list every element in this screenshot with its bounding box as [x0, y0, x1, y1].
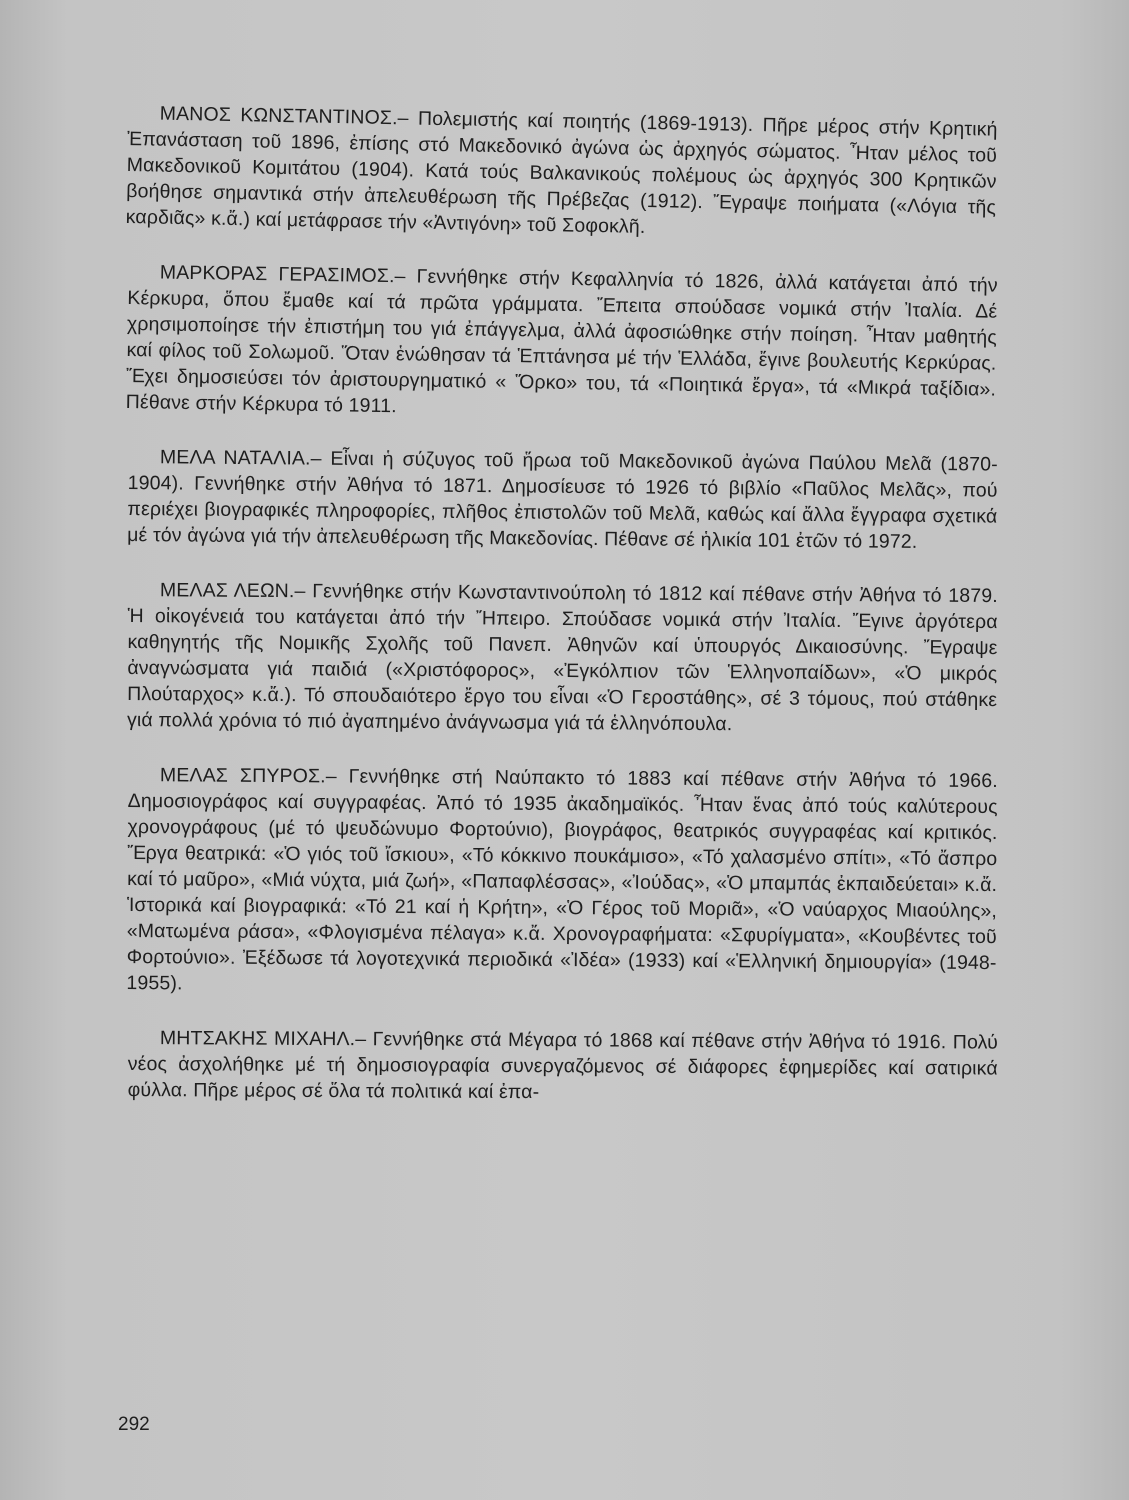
entry-body: – Γεννήθηκε στήν Κεφαλληνία τό 1826, ἀλλά κατάγεται ἀπό τήν Κέρκυρα, ὅπου ἔμαθε καί τά πρῶτα γράμματα. Ἔπειτα σπούδασε νομικά στήν Ἰταλία. Δέ χρησιμοποίησε τήν ἐπιστήμη του γιά ἐπάγγελμα, ἀλλά ἀφοσιώθηκε στήν ποίηση. Ἦταν μαθητής καί φίλος τοῦ Σολωμοῦ. Ὅταν ἑνώθησαν τά Ἑπτάνησα μέ τήν Ἑλλάδα, ἔγινε βουλευτής Κερκύρας. Ἔχει δημοσιεύσει τόν ἀριστουργηματικό « Ὅρκο» του, τά «Ποιητικά ἔργα», τά «Μικρά ταξίδια». Πέθανε στήν Κέρκυρα τό 1911.	[125, 265, 998, 418]
page-number: 292	[118, 1414, 150, 1435]
entry-body: – Γεννήθηκε στά Μέγαρα τό 1868 καί πέθανε στήν Ἀθήνα τό 1916. Πολύ νέος ἀσχολήθηκε μέ τή δημοσιογραφία συνεργαζόμενος σέ διάφορες ἐφημερίδες καί σατιρικά φύλλα. Πῆρε μέρος σέ ὅλα τά πολιτικά καί ἐπα-	[127, 1028, 998, 1104]
entry-mela-natalia	[127, 444, 998, 556]
entry-mitsakis-michail	[128, 1025, 998, 1108]
entry-heading: ΜΕΛΑΣ ΛΕΩΝ.	[159, 579, 295, 603]
entry-manos-konstantinos	[126, 100, 998, 247]
entry-heading: ΜΕΛΑ ΝΑΤΑΛΙΑ.	[159, 446, 311, 470]
entry-body: – Γεννήθηκε στήν Κωνσταντινούπολη τό 1812 καί πέθανε στήν Ἀθήνα τό 1879. Ἡ οἰκογένειά του κατάγεται ἀπό τήν Ἤπειρο. Σπούδασε νομικά στήν Ἰταλία. Ἔγινε ἀργότερα καθηγητής τῆς Νομικῆς Σχολῆς τοῦ Πανεπ. Ἀθηνῶν καί ὑπουργός Δικαιοσύνης. Ἔγραψε ἀναγνώσματα γιά παιδιά («Χριστόφορος», «Ἐγκόλπιον τῶν Ἑλληνοπαίδων», «Ὁ μικρός Πλούταρχος» κ.ἄ.). Τό σπουδαιότερο ἔργο του εἶναι «Ὁ Γεροστάθης», σέ 3 τόμους, πού στάθηκε γιά πολλά χρόνια τό πιό ἀγαπημένο ἀνάγνωσμα γιά τά ἑλληνόπουλα.	[126, 580, 998, 736]
entry-heading: ΜΕΛΑΣ ΣΠΥΡΟΣ.	[159, 764, 326, 788]
entry-body: – Πολεμιστής καί ποιητής (1869-1913). Πῆρε μέρος στήν Κρητική Ἐπανάσταση τοῦ 1896, ἐπίσης στό Μακεδονικό ἀγώνα ὡς ἀρχηγός σώματος. Ἦταν μέλος τοῦ Μακεδονικοῦ Κομιτάτου (1904). Κατά τούς Βαλκανικούς πολέμους ὡς ἀρχηγός 300 Κρητικῶν βοήθησε σημαντικά στήν ἀπελευθέρωση τῆς Πρέβεζας (1912). Ἔγραψε ποιήματα («Λόγια τῆς καρδιᾶς» κ.ἄ.) καί μετάφρασε τήν «Ἀντιγόνη» τοῦ Σοφοκλῆ.	[125, 107, 998, 238]
text-column	[125, 100, 998, 1132]
entry-heading: ΜΑΝΟΣ ΚΩΝΣΤΑΝΤΙΝΟΣ.	[159, 102, 398, 130]
entry-heading: ΜΑΡΚΟΡΑΣ ΓΕΡΑΣΙΜΟΣ.	[159, 261, 395, 288]
entry-markoras-gerasimos	[126, 259, 998, 429]
entry-body: – Εἶναι ἡ σύζυγος τοῦ ἥρωα τοῦ Μακεδονικοῦ ἀγώνα Παύλου Μελᾶ (1870-1904). Γεννήθηκε στήν Ἀθήνα τό 1871. Δημοσίευσε τό 1926 τό βιβλίο «Παῦλος Μελᾶς», πού περιέχει βιογραφικές πληροφορίες, πλῆθος ἐπιστολῶν τοῦ Μελᾶ, καθώς καί ἄλλα ἔγγραφα σχετικά μέ τόν ἀγώνα γιά τήν ἀπελευθέρωση τῆς Μακεδονίας. Πέθανε σέ ἡλικία 101 ἐτῶν τό 1972.	[127, 447, 998, 553]
entry-melas-leon	[127, 577, 998, 739]
entry-body: – Γεννήθηκε στή Ναύπακτο τό 1883 καί πέθανε στήν Ἀθήνα τό 1966. Δημοσιογράφος καί συγγραφέας. Ἀπό τό 1935 ἀκαδημαϊκός. Ἦταν ἕνας ἀπό τούς καλύτερους χρονογράφους (μέ τό ψευδώνυμο Φορτούνιο), βιογράφος, θεατρικός συγγραφέας καί κριτικός. Ἔργα θεατρικά: «Ὁ γιός τοῦ ἴσκιου», «Τό κόκκινο πουκάμισο», «Τό χαλασμένο σπίτι», «Τό ἄσπρο καί τό μαῦρο», «Μιά νύχτα, μιά ζωή», «Παπαφλέσσας», «Ἰούδας», «Ὁ μπαμπάς ἐκπαιδεύεται» κ.ἄ. Ἱστορικά καί βιογραφικά: «Τό 21 καί ἡ Κρήτη», «Ὁ Γέρος τοῦ Μοριᾶ», «Ὁ ναύαρχος Μιαούλης», «Ματωμένα ράσα», «Φλογισμένα πέλαγα» κ.ἄ. Χρονογραφήματα: «Σφυρίγματα», «Κουβέντες τοῦ Φορτούνιο». Ἐξέδωσε τά λογοτεχνικά περιοδικά «Ἰδέα» (1933) καί «Ἑλληνική δημιουργία» (1948-1955).	[126, 765, 998, 995]
entry-heading: ΜΗΤΣΑΚΗΣ ΜΙΧΑΗΛ.	[159, 1027, 356, 1051]
entry-melas-spyros	[126, 762, 998, 1002]
